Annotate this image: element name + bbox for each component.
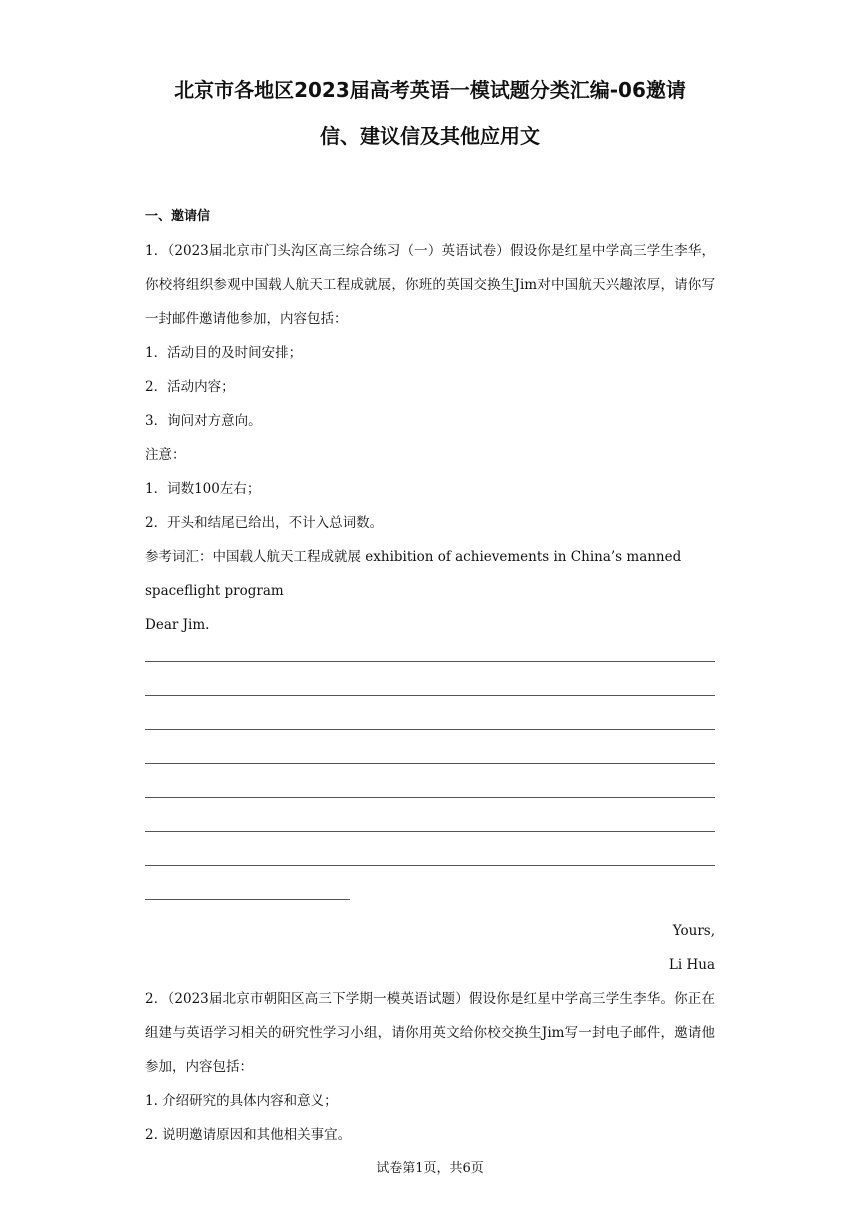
document-title-line-2: 信、建议信及其他应用文 <box>320 124 540 148</box>
answer-writing-line[interactable] <box>145 710 715 744</box>
answer-writing-line-short[interactable] <box>145 880 715 914</box>
document-title-line-1: 北京市各地区2023届高考英语一模试题分类汇编-06邀请 <box>174 78 686 102</box>
answer-writing-line[interactable] <box>145 676 715 710</box>
question-1-item: 3．询问对方意向。 <box>145 413 262 429</box>
question-1-item: 1．活动目的及时间安排； <box>145 345 303 361</box>
letter-signature: Li Hua <box>668 957 715 973</box>
answer-writing-line[interactable] <box>145 812 715 846</box>
letter-salutation: Dear Jim. <box>145 617 210 633</box>
letter-closing: Yours, <box>672 923 715 939</box>
section-heading: 一、邀请信 <box>145 209 211 224</box>
answer-writing-line[interactable] <box>145 642 715 676</box>
reference-vocabulary: 参考词汇：中国载人航天工程成就展 exhibition of achievements in China’s manned <box>145 549 682 565</box>
question-1-prompt: 1．（2023届北京市门头沟区高三综合练习（一）英语试卷）假设你是红星中学高三学生李华，你校将组织参观中国载人航天工程成就展，你班的英国交换生Jim对中国航天兴趣浓厚，请你写一封邮件邀请他参加，内容包括： <box>145 243 715 327</box>
note-label: 注意： <box>145 447 186 463</box>
page-footer: 试卷第1页，共6页 <box>376 1161 484 1176</box>
question-2-prompt: 2．（2023届北京市朝阳区高三下学期一模英语试题）假设你是红星中学高三学生李华。你正在组建与英语学习相关的研究性学习小组，请你用英文给你校交换生Jim写一封电子邮件，邀请他参加，内容包括： <box>145 991 715 1075</box>
answer-writing-line[interactable] <box>145 744 715 778</box>
question-2-item: 1. 介绍研究的具体内容和意义； <box>145 1093 338 1109</box>
question-2-item: 2. 说明邀请原因和其他相关事宜。 <box>145 1127 352 1143</box>
question-1-item: 2．活动内容； <box>145 379 235 395</box>
answer-writing-line[interactable] <box>145 778 715 812</box>
document-body <box>145 200 715 1152</box>
reference-vocabulary-continued: spaceflight program <box>145 583 284 599</box>
note-item: 2．开头和结尾已给出，不计入总词数。 <box>145 515 384 531</box>
note-item: 1．词数100左右； <box>145 481 261 497</box>
answer-writing-line[interactable] <box>145 846 715 880</box>
